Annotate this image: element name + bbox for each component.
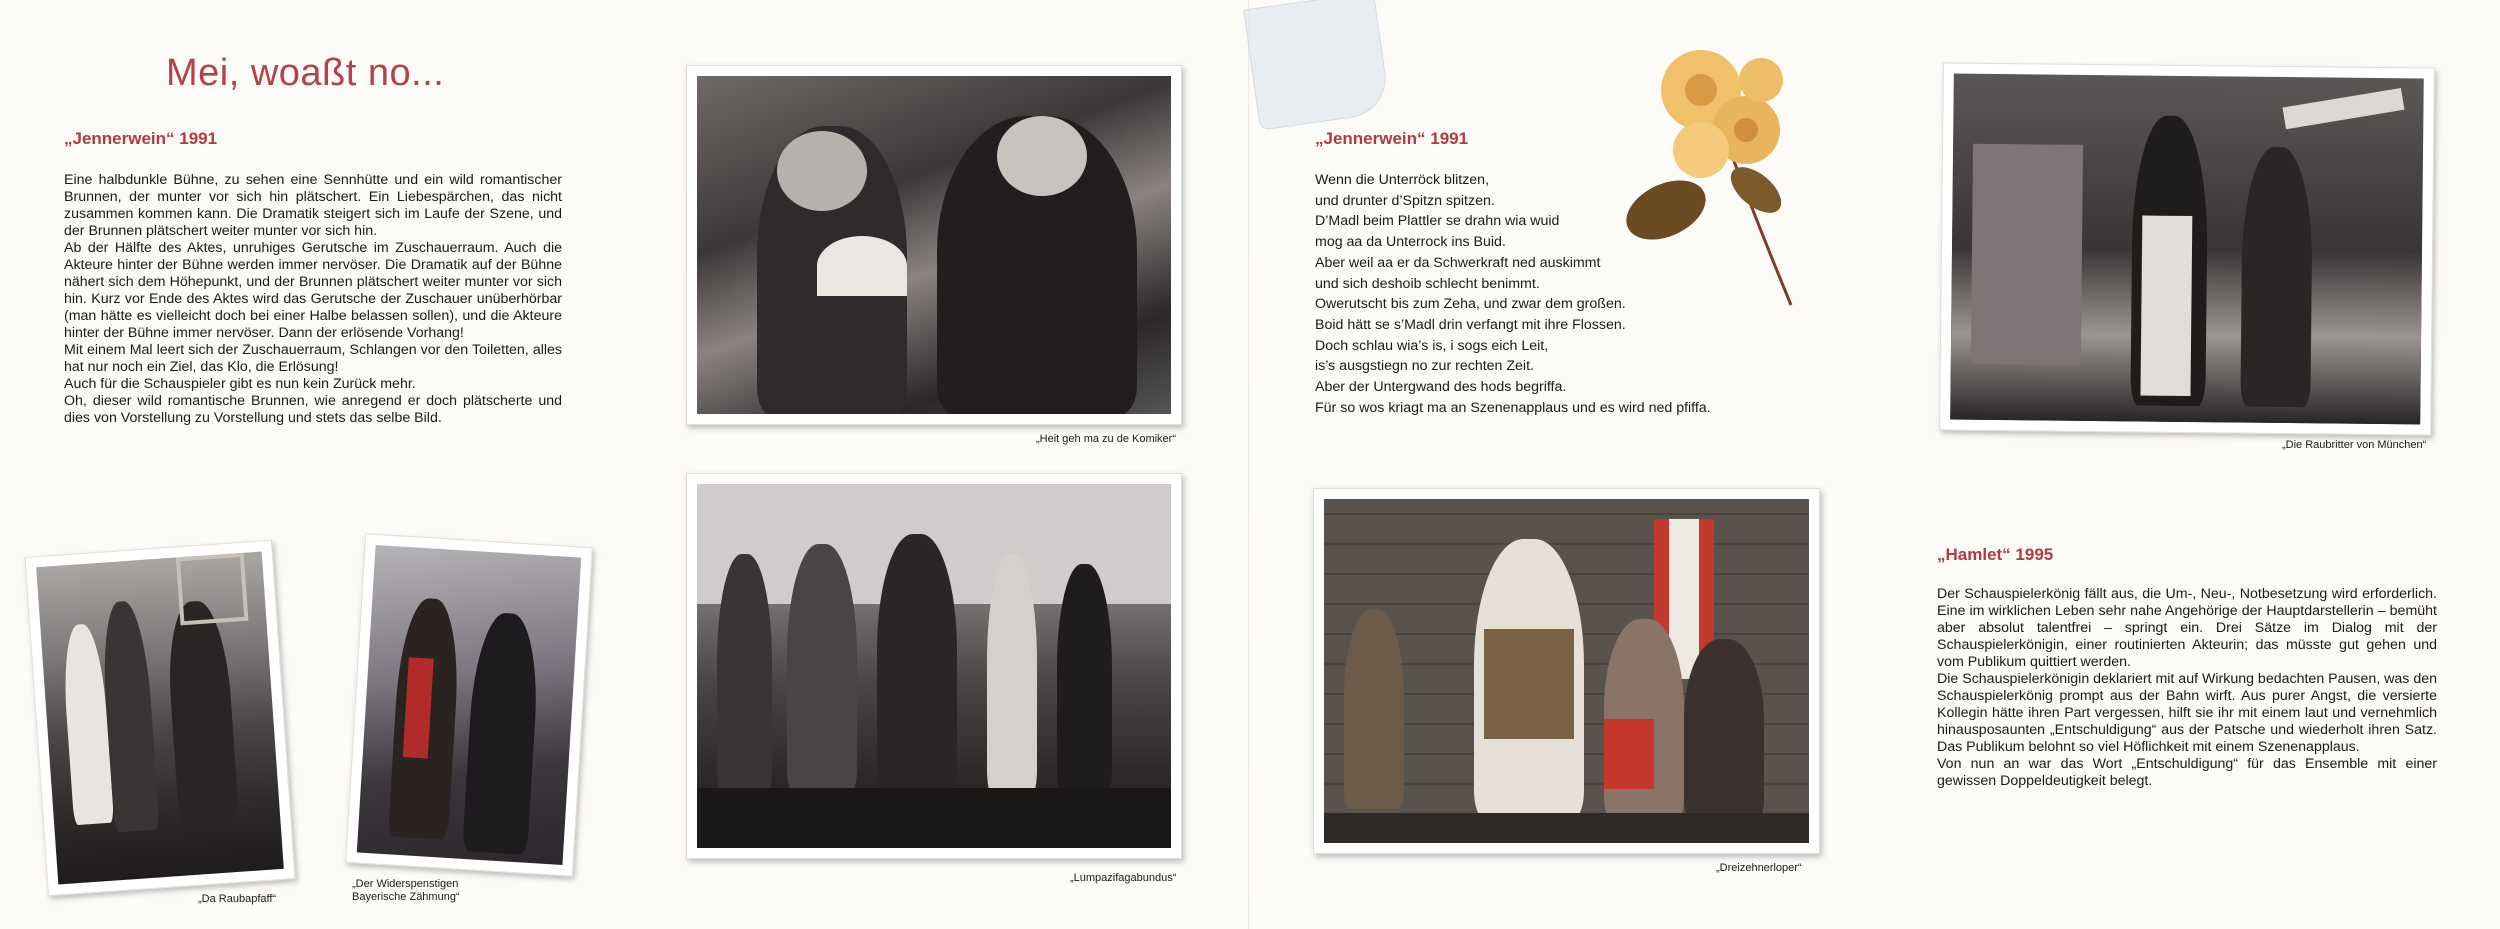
photo-dreizehnerloper	[1313, 488, 1820, 854]
photo-caption: „Da Raubapfaff“	[198, 893, 277, 905]
story-text	[64, 172, 562, 427]
poem-line: und drunter d’Spitzn spitzen.	[1315, 192, 1495, 209]
poem-line: Aber der Untergwand des hods begriffa.	[1315, 379, 1567, 396]
photo-caption: „Dreizehnerloper“	[1716, 862, 1802, 874]
poem-line: Doch schlau wia’s is, i sogs eich Leit,	[1315, 337, 1549, 354]
photo-raubapfaff	[24, 540, 295, 896]
paper-scrap-decoration	[1243, 0, 1391, 131]
section-subheading: „Jennerwein“ 1991	[64, 129, 218, 148]
right-page	[1251, 0, 2500, 929]
photo-widerspenstigen	[345, 533, 593, 876]
story-paragraph: Die Schauspielerkönigin deklariert mit auf Wirkung bedachten Pausen, was den Schauspielerkönig prompt aus der Bahn wirft. Aus purer Angst, die versierte Kollegin hätte ihren Part vergessen, hilft sie ihr mit einem laut und vernehmlich hinausposaunten „Entschuldigung“ aus der Patsche und wiederholt ihren Satz. Das Publikum belohnt so viel Höflichkeit mit einem Szenenapplaus.	[1937, 671, 2437, 755]
story-paragraph: Von nun an war das Wort „Entschuldigung“ für das Ensemble mit einer gewissen Doppeldeutigkeit belegt.	[1937, 756, 2437, 789]
photo-komiker	[686, 65, 1182, 425]
stage-photo-image	[697, 76, 1171, 414]
photo-caption: „Der Widerspenstigen Bayerische Zähmung“	[352, 878, 460, 903]
stage-photo-image	[357, 545, 581, 865]
poem-line: Aber weil aa er da Schwerkraft ned auskimmt	[1315, 254, 1601, 271]
story-paragraph: Oh, dieser wild romantische Brunnen, wie anregend er doch plätscherte und dies von Vorstellung zu Vorstellung und stets das selbe Bild.	[64, 393, 562, 426]
poem-line: Owerutscht bis zum Zeha, und zwar dem großen.	[1315, 296, 1626, 313]
section-subheading: „Hamlet“ 1995	[1937, 545, 2054, 564]
section-subheading: „Jennerwein“ 1991	[1315, 129, 1469, 148]
story-paragraph: Auch für die Schauspieler gibt es nun kein Zurück mehr.	[64, 376, 416, 392]
poem-line: und sich deshoib schlecht benimmt.	[1315, 275, 1540, 292]
page-heading: Mei, woaßt no...	[166, 52, 445, 94]
poem-line: is’s ausgstiegn no zur rechten Zeit.	[1315, 358, 1534, 375]
story-paragraph: Ab der Hälfte des Aktes, unruhiges Gerutsche im Zuschauerraum. Auch die Akteure hinter der Bühne werden immer nervöser. Die Dramatik auf der Bühne nähert sich dem Höhepunkt, und der Brunnen plätschert weiter munter vor sich hin. Kurz vor Ende des Aktes wird das Gerutsche der Zuschauer unüberhörbar (man hätte es vielleicht doch bei einer Halbe belassen sollen), und die Akteure hinter der Bühne immer nervöser. Dann der erlösende Vorhang!	[64, 240, 562, 341]
poem-line: D’Madl beim Plattler se drahn wia wuid	[1315, 213, 1560, 230]
photo-caption: „Heit geh ma zu de Komiker“	[1036, 433, 1176, 445]
poem-line: Wenn die Unterröck blitzen,	[1315, 172, 1490, 188]
poem-line: Für so wos kriagt ma an Szenenapplaus und es wird ned pfiffa.	[1315, 399, 1711, 416]
stage-photo-image	[697, 484, 1171, 848]
photo-lumpazi	[686, 473, 1182, 859]
rose-flower-icon	[1606, 20, 1806, 310]
stage-photo-image	[1324, 499, 1809, 843]
poem-line: mog aa da Unterrock ins Buid.	[1315, 234, 1506, 251]
photo-caption: „Lumpazifagabundus“	[1070, 872, 1177, 884]
story-paragraph: Eine halbdunkle Bühne, zu sehen eine Sennhütte und ein wild romantischer Brunnen, der munter vor sich hin plätschert. Ein Liebespärchen, das nicht zusammen kommen kann. Die Dramatik steigert sich im Laufe der Szene, und der Brunnen plätschert weiter munter vor sich hin.	[64, 172, 562, 239]
left-page	[0, 0, 1249, 929]
stage-photo-image	[36, 552, 284, 885]
photo-raubritter	[1939, 62, 2435, 435]
poem-line: Boid hätt se s’Madl drin verfangt mit ihre Flossen.	[1315, 316, 1626, 333]
story-paragraph: Mit einem Mal leert sich der Zuschauerraum, Schlangen vor den Toiletten, alles hat nur noch ein Ziel, das Klo, die Erlösung!	[64, 342, 562, 375]
hamlet-text	[1937, 586, 2437, 790]
stage-photo-image	[1950, 74, 2424, 425]
photo-caption: „Die Raubritter von München“	[2282, 439, 2427, 451]
story-paragraph: Der Schauspielerkönig fällt aus, die Um-, Neu-, Notbesetzung wird erforderlich. Eine im wirklichen Leben sehr nahe Angehörige der Hauptdarstellerin – bemüht aber absolut talentfrei – springt ein. Drei Sätze im Dialog mit der Schauspielerkönigin, einer routinierten Akteurin; das müsste gut gehen und vom Publikum quittiert werden.	[1937, 586, 2437, 670]
